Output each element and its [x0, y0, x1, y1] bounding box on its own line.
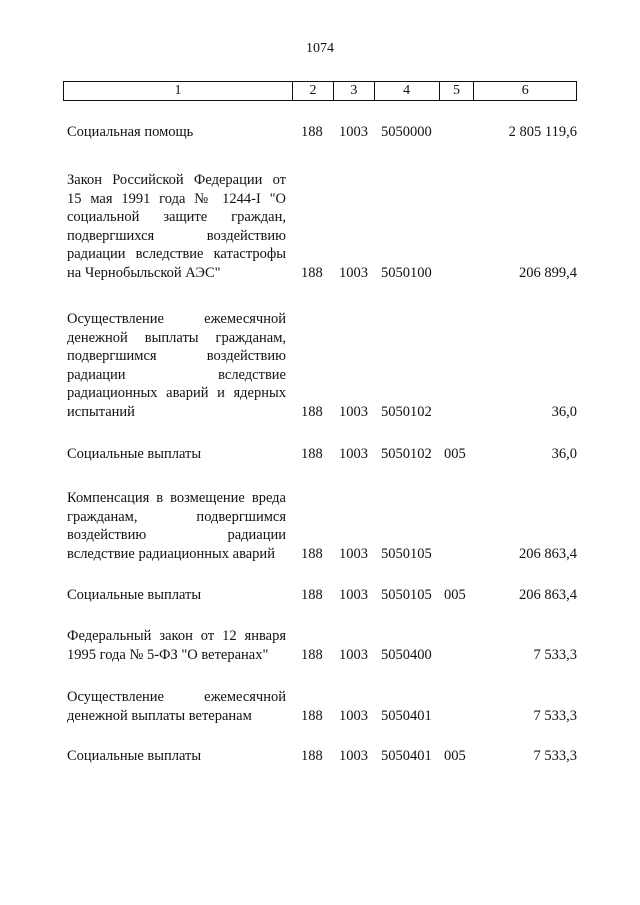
row-cell-c5: 005 [444, 586, 466, 603]
row-name [67, 627, 286, 664]
table-row [0, 445, 640, 464]
row-cell-c4: 5050102 [381, 403, 432, 420]
row-cell-c4: 5050401 [381, 707, 432, 724]
row-cell-c4: 5050100 [381, 264, 432, 281]
row-cell-c3: 1003 [339, 445, 368, 462]
row-cell-c6: 206 899,4 [519, 264, 577, 281]
row-cell-c6: 2 805 119,6 [508, 123, 577, 140]
row-cell-c6: 36,0 [551, 445, 577, 462]
row-cell-c3: 1003 [339, 545, 368, 562]
row-cell-c2: 188 [301, 264, 323, 281]
row-name [67, 445, 286, 464]
row-name-line: Социальные выплаты [67, 747, 202, 764]
table-row [0, 586, 640, 605]
row-cell-c6: 206 863,4 [519, 586, 577, 603]
row-name-line: Социальные выплаты [67, 586, 202, 603]
page-number: 1074 [306, 41, 334, 56]
row-name-line: вследствие радиационных аварий [67, 545, 275, 562]
row-cell-c6: 7 533,3 [533, 646, 577, 663]
row-cell-c2: 188 [301, 646, 323, 663]
row-name-line: подвергшихся воздействию [67, 227, 286, 244]
row-name [67, 747, 286, 766]
row-cell-c2: 188 [301, 747, 323, 764]
row-name-line: денежной выплаты гражданам, [67, 329, 286, 346]
table-row [0, 747, 640, 766]
header-col-3: 3 [334, 82, 375, 100]
table-row [0, 489, 640, 563]
row-cell-c6: 36,0 [551, 403, 577, 420]
row-name-line: радиации вследствие [67, 366, 286, 383]
row-cell-c3: 1003 [339, 646, 368, 663]
row-name [67, 123, 286, 142]
row-name-line: Компенсация в возмещение вреда [67, 490, 286, 506]
row-name-line: Федеральный закон от 12 января [67, 628, 286, 644]
row-name-line: Осуществление ежемесячной [67, 689, 286, 705]
row-name [67, 310, 286, 421]
table-row [0, 310, 640, 421]
row-name [67, 586, 286, 605]
row-cell-c2: 188 [301, 545, 323, 562]
row-cell-c4: 5050401 [381, 747, 432, 764]
row-name-line: денежной выплаты ветеранам [67, 707, 252, 724]
row-name-line: Социальная помощь [67, 123, 194, 140]
row-cell-c3: 1003 [339, 123, 368, 140]
row-cell-c6: 206 863,4 [519, 545, 577, 562]
row-cell-c6: 7 533,3 [533, 747, 577, 764]
row-name [67, 171, 286, 282]
row-name [67, 688, 286, 725]
row-name-line: Социальные выплаты [67, 445, 202, 462]
row-name-line: радиации вследствие катастрофы [67, 246, 286, 262]
row-name [67, 489, 286, 563]
row-cell-c4: 5050000 [381, 123, 432, 140]
row-name-line: Закон Российской Федерации от [67, 172, 286, 188]
row-name-line: радиационных аварий и ядерных [67, 385, 286, 401]
table-row [0, 171, 640, 282]
row-cell-c3: 1003 [339, 707, 368, 724]
row-cell-c4: 5050102 [381, 445, 432, 462]
row-name-line: воздействию радиации [67, 527, 286, 543]
header-col-5: 5 [440, 82, 475, 100]
row-cell-c2: 188 [301, 445, 323, 462]
header-col-4: 4 [375, 82, 440, 100]
row-cell-c5: 005 [444, 445, 466, 462]
row-name-line: 1995 года № 5-ФЗ "О ветеранах" [67, 646, 269, 663]
row-name-line: социальной защите граждан, [67, 209, 286, 225]
row-cell-c6: 7 533,3 [533, 707, 577, 724]
table-row [0, 123, 640, 142]
row-cell-c2: 188 [301, 707, 323, 724]
table-row [0, 627, 640, 664]
row-cell-c2: 188 [301, 586, 323, 603]
row-cell-c3: 1003 [339, 403, 368, 420]
row-cell-c5: 005 [444, 747, 466, 764]
row-name-line: гражданам, подвергшимся [67, 508, 286, 525]
row-cell-c4: 5050105 [381, 586, 432, 603]
row-name-line: испытаний [67, 403, 135, 420]
row-cell-c3: 1003 [339, 264, 368, 281]
row-cell-c2: 188 [301, 403, 323, 420]
row-cell-c3: 1003 [339, 747, 368, 764]
row-name-line: на Чернобыльской АЭС" [67, 264, 221, 281]
header-col-6: 6 [521, 83, 529, 98]
header-col-1: 1 [64, 82, 293, 100]
row-cell-c4: 5050400 [381, 646, 432, 663]
table-row [0, 688, 640, 725]
row-name-line: 15 мая 1991 года № 1244-I "О [67, 190, 286, 207]
row-cell-c2: 188 [301, 123, 323, 140]
row-cell-c4: 5050105 [381, 545, 432, 562]
header-col-2: 2 [293, 82, 334, 100]
row-name-line: подвергшимся воздействию [67, 348, 286, 364]
row-cell-c3: 1003 [339, 586, 368, 603]
row-name-line: Осуществление ежемесячной [67, 311, 286, 327]
